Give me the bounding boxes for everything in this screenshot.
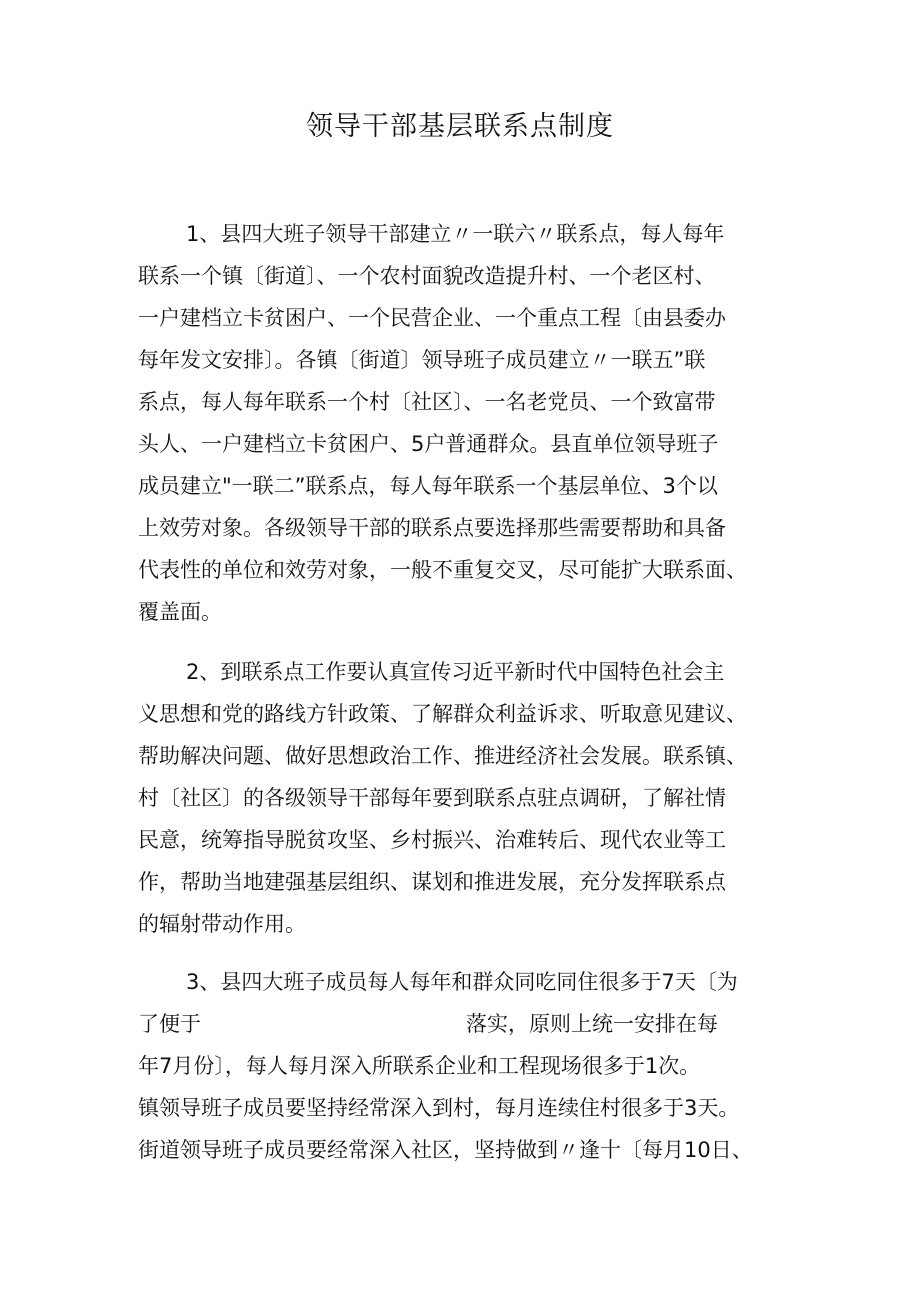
paragraph-line: 义思想和党的路线方针政策、了解群众利益诉求、听取意见建议、 (138, 702, 747, 726)
paragraph-line: 帮助解决问题、做好思想政治工作、推进经济社会发展。联系镇、 (138, 744, 747, 768)
paragraph-line: 1、县四大班子领导干部建立〃一联六〃联系点，每人每年 (186, 222, 725, 246)
paragraph-line: 头人、一户建档立卡贫困户、5户普通群众。县直单位领导班子 (138, 432, 719, 456)
paragraph-line: 系点，每人每年联系一个村〔社区〕、一名老党员、一个致富带 (138, 390, 716, 414)
paragraph-line: 3、县四大班子成员每人每年和群众同吃同住很多于7天〔为 (186, 970, 738, 994)
paragraph-line: 了便于 (138, 1012, 201, 1036)
paragraph-line: 一户建档立卡贫困户、一个民营企业、一个重点工程〔由县委办 (138, 306, 726, 330)
paragraph-line: 镇领导班子成员要坚持经常深入到村，每月连续住村很多于3天。 (138, 1096, 740, 1120)
paragraph-line: 落实，原则上统一安排在每 (466, 1012, 718, 1036)
paragraph-line: 街道领导班子成员要经常深入社区，坚持做到〃逢十〔每月10日、 (138, 1138, 753, 1162)
paragraph-line: 覆盖面。 (138, 600, 222, 624)
paragraph-line: 代表性的单位和效劳对象，一般不重复交叉，尽可能扩大联系面、 (138, 558, 747, 582)
paragraph-line: 成员建立"一联二”联系点，每人每年联系一个基层单位、3个以 (138, 474, 718, 498)
document-title: 领导干部基层联系点制度 (306, 111, 614, 142)
paragraph-line: 联系一个镇〔街道〕、一个农村面貌改造提升村、一个老区村、 (138, 264, 716, 288)
paragraph-line: 的辐射带动作用。 (138, 912, 306, 936)
paragraph-line: 年7月份〕，每人每月深入所联系企业和工程现场很多于1次。 (138, 1054, 701, 1078)
paragraph-line: 2、到联系点工作要认真宣传习近平新时代中国特色社会主 (186, 660, 725, 684)
paragraph-line: 上效劳对象。各级领导干部的联系点要选择那些需要帮助和具备 (138, 516, 726, 540)
paragraph-line: 每年发文安排〕。各镇〔街道〕领导班子成员建立〃一联五”联 (138, 348, 706, 372)
paragraph-line: 作，帮助当地建强基层组织、谋划和推进发展，充分发挥联系点 (138, 870, 726, 894)
paragraph-line: 村〔社区〕的各级领导干部每年要到联系点驻点调研，了解社情 (138, 786, 726, 810)
paragraph-line: 民意，统筹指导脱贫攻坚、乡村振兴、治难转后、现代农业等工 (138, 828, 726, 852)
